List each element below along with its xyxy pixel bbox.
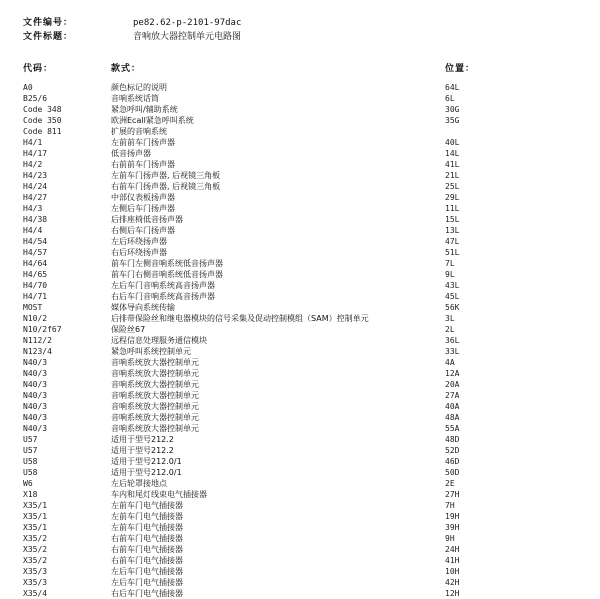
- row-position: 42H: [445, 578, 460, 587]
- row-code: N112/2: [23, 336, 52, 345]
- row-code: H4/17: [23, 149, 48, 158]
- row-position: 11L: [445, 204, 460, 213]
- row-description: 车内和尾灯线束电气插接器: [111, 490, 207, 499]
- row-code: Code 350: [23, 116, 62, 125]
- row-position: 47L: [445, 237, 460, 246]
- row-position: 19H: [445, 512, 460, 521]
- row-description: 右后环绕扬声器: [111, 248, 167, 257]
- row-description: 音响系统放大器控制单元: [111, 402, 199, 411]
- row-position: 2E: [445, 479, 455, 488]
- row-position: 4A: [445, 358, 455, 367]
- row-code: H4/57: [23, 248, 48, 257]
- row-description: 适用于型号212.0/1: [111, 468, 182, 477]
- row-code: N40/3: [23, 358, 48, 367]
- row-position: 14L: [445, 149, 460, 158]
- row-code: N40/3: [23, 369, 48, 378]
- table-row: [0, 390, 600, 401]
- table-row: [0, 511, 600, 522]
- row-description: 保险丝67: [111, 325, 146, 334]
- row-position: 20A: [445, 380, 460, 389]
- row-description: 紧急呼叫系统控制单元: [111, 347, 191, 356]
- table-row: [0, 412, 600, 423]
- row-code: X35/4: [23, 589, 48, 598]
- table-row: [0, 346, 600, 357]
- row-position: 10H: [445, 567, 460, 576]
- row-code: U58: [23, 457, 38, 466]
- row-position: 6L: [445, 94, 455, 103]
- row-description: 中部仪表板扬声器: [111, 193, 175, 202]
- row-description: 左前前车门扬声器: [111, 138, 175, 147]
- row-description: 音响系统放大器控制单元: [111, 369, 199, 378]
- row-position: 36L: [445, 336, 460, 345]
- row-position: 35G: [445, 116, 460, 125]
- row-position: 64L: [445, 83, 460, 92]
- table-row: [0, 181, 600, 192]
- row-description: 左后车门电气插接器: [111, 567, 183, 576]
- row-description: 右前车门电气插接器: [111, 534, 183, 543]
- row-description: 后排带保险丝和继电器模块的信号采集及促动控制模组（SAM）控制单元: [111, 314, 369, 323]
- table-row: [0, 544, 600, 555]
- doc-title-value: 音响放大器控制单元电路图: [133, 32, 242, 42]
- row-code: N10/2: [23, 314, 48, 323]
- table-row: [0, 445, 600, 456]
- row-code: A0: [23, 83, 33, 92]
- row-description: 右侧后车门扬声器: [111, 226, 175, 235]
- row-position: 56K: [445, 303, 460, 312]
- row-description: 音响系统话筒: [111, 94, 159, 103]
- table-row: [0, 302, 600, 313]
- row-code: U58: [23, 468, 38, 477]
- row-description: 音响系统放大器控制单元: [111, 424, 199, 433]
- table-row: [0, 401, 600, 412]
- row-description: 音响系统放大器控制单元: [111, 358, 199, 367]
- table-row: [0, 500, 600, 511]
- legend-table: [0, 82, 600, 599]
- row-position: 39H: [445, 523, 460, 532]
- row-description: 左后环绕扬声器: [111, 237, 167, 246]
- table-row: [0, 225, 600, 236]
- table-row: [0, 104, 600, 115]
- table-row: [0, 555, 600, 566]
- doc-title-label: 文件标题：: [23, 32, 74, 42]
- row-code: H4/65: [23, 270, 48, 279]
- row-code: Code 348: [23, 105, 62, 114]
- row-code: H4/38: [23, 215, 48, 224]
- row-code: N40/3: [23, 391, 48, 400]
- table-row: [0, 214, 600, 225]
- row-description: 前车门右侧音响系统低音扬声器: [111, 270, 223, 279]
- row-description: 右后车门电气插接器: [111, 589, 183, 598]
- doc-number-label: 文件编号：: [23, 18, 74, 28]
- row-code: N40/3: [23, 413, 48, 422]
- row-position: 2L: [445, 325, 455, 334]
- row-position: 46D: [445, 457, 460, 466]
- row-code: X35/2: [23, 556, 48, 565]
- row-description: 右前车门电气插接器: [111, 545, 183, 554]
- row-description: 左前车门扬声器, 后视镜三角板: [111, 171, 221, 180]
- table-row: [0, 192, 600, 203]
- row-description: 前车门左侧音响系统低音扬声器: [111, 259, 223, 268]
- row-position: 40L: [445, 138, 460, 147]
- row-position: 30G: [445, 105, 460, 114]
- row-position: 29L: [445, 193, 460, 202]
- row-position: 12A: [445, 369, 460, 378]
- table-row: [0, 115, 600, 126]
- row-code: H4/70: [23, 281, 48, 290]
- table-row: [0, 291, 600, 302]
- row-code: X35/1: [23, 512, 48, 521]
- row-description: 适用于型号212.2: [111, 435, 174, 444]
- row-position: 9H: [445, 534, 455, 543]
- table-row: [0, 203, 600, 214]
- doc-number-value: pe82.62-p-2101-97dac: [133, 18, 242, 28]
- row-description: 欧洲Ecall紧急呼叫系统: [111, 116, 194, 125]
- table-row: [0, 170, 600, 181]
- table-row: [0, 434, 600, 445]
- row-position: 7L: [445, 259, 455, 268]
- table-row: [0, 456, 600, 467]
- table-row: [0, 357, 600, 368]
- column-header-code: 代码：: [23, 64, 54, 74]
- table-row: [0, 148, 600, 159]
- row-code: H4/23: [23, 171, 48, 180]
- row-code: X35/3: [23, 578, 48, 587]
- row-position: 27A: [445, 391, 460, 400]
- row-description: 左前车门电气插接器: [111, 512, 183, 521]
- row-code: H4/64: [23, 259, 48, 268]
- table-row: [0, 423, 600, 434]
- row-description: 右前前车门扬声器: [111, 160, 175, 169]
- table-row: [0, 82, 600, 93]
- row-code: Code 811: [23, 127, 62, 136]
- row-code: N40/3: [23, 424, 48, 433]
- table-row: [0, 566, 600, 577]
- table-row: [0, 533, 600, 544]
- row-code: X35/1: [23, 501, 48, 510]
- table-row: [0, 324, 600, 335]
- row-position: 25L: [445, 182, 460, 191]
- row-code: N10/2f67: [23, 325, 62, 334]
- table-row: [0, 93, 600, 104]
- row-position: 55A: [445, 424, 460, 433]
- table-row: [0, 489, 600, 500]
- row-code: U57: [23, 446, 38, 455]
- row-description: 媒体导向系统传输: [111, 303, 175, 312]
- table-row: [0, 247, 600, 258]
- row-description: 左后车门音响系统高音扬声器: [111, 281, 215, 290]
- table-row: [0, 269, 600, 280]
- row-code: X35/1: [23, 523, 48, 532]
- row-description: 左后车门电气插接器: [111, 578, 183, 587]
- row-position: 15L: [445, 215, 460, 224]
- row-position: 24H: [445, 545, 460, 554]
- column-header-position: 位置：: [445, 64, 476, 74]
- table-row: [0, 577, 600, 588]
- row-position: 41L: [445, 160, 460, 169]
- table-row: [0, 368, 600, 379]
- row-description: 右后车门音响系统高音扬声器: [111, 292, 215, 301]
- row-position: 13L: [445, 226, 460, 235]
- row-position: 43L: [445, 281, 460, 290]
- row-description: 后排座椅低音扬声器: [111, 215, 183, 224]
- table-row: [0, 588, 600, 599]
- row-description: 适用于型号212.0/1: [111, 457, 182, 466]
- table-row: [0, 280, 600, 291]
- row-code: H4/27: [23, 193, 48, 202]
- row-description: 低音扬声器: [111, 149, 151, 158]
- row-code: W6: [23, 479, 33, 488]
- row-position: 27H: [445, 490, 460, 499]
- row-position: 51L: [445, 248, 460, 257]
- row-position: 21L: [445, 171, 460, 180]
- table-row: [0, 236, 600, 247]
- row-code: N40/3: [23, 402, 48, 411]
- row-description: 左前车门电气插接器: [111, 523, 183, 532]
- row-code: H4/3: [23, 204, 43, 213]
- row-description: 左后轮罩接地点: [111, 479, 167, 488]
- row-code: H4/54: [23, 237, 48, 246]
- row-position: 45L: [445, 292, 460, 301]
- table-row: [0, 467, 600, 478]
- row-code: U57: [23, 435, 38, 444]
- row-description: 右前车门电气插接器: [111, 556, 183, 565]
- row-code: H4/1: [23, 138, 43, 147]
- row-description: 音响系统放大器控制单元: [111, 413, 199, 422]
- row-code: X35/3: [23, 567, 48, 576]
- table-row: [0, 522, 600, 533]
- row-position: 48A: [445, 413, 460, 422]
- row-position: 48D: [445, 435, 460, 444]
- row-description: 左前车门电气插接器: [111, 501, 183, 510]
- row-description: 音响系统放大器控制单元: [111, 380, 199, 389]
- row-position: 52D: [445, 446, 460, 455]
- row-description: 适用于型号212.2: [111, 446, 174, 455]
- row-position: 50D: [445, 468, 460, 477]
- row-code: X18: [23, 490, 38, 499]
- row-position: 41H: [445, 556, 460, 565]
- row-code: N40/3: [23, 380, 48, 389]
- row-position: 3L: [445, 314, 455, 323]
- row-description: 颜色标记的说明: [111, 83, 167, 92]
- row-description: 音响系统放大器控制单元: [111, 391, 199, 400]
- row-position: 9L: [445, 270, 455, 279]
- row-code: H4/71: [23, 292, 48, 301]
- row-code: MOST: [23, 303, 43, 312]
- row-description: 远程信息处理服务通信模块: [111, 336, 207, 345]
- row-position: 7H: [445, 501, 455, 510]
- row-description: 扩展的音响系统: [111, 127, 167, 136]
- table-row: [0, 313, 600, 324]
- row-code: X35/2: [23, 534, 48, 543]
- row-code: H4/4: [23, 226, 43, 235]
- table-row: [0, 335, 600, 346]
- row-position: 33L: [445, 347, 460, 356]
- row-code: N123/4: [23, 347, 52, 356]
- row-code: H4/2: [23, 160, 43, 169]
- row-description: 紧急呼叫/辅助系统: [111, 105, 178, 114]
- table-row: [0, 159, 600, 170]
- table-row: [0, 379, 600, 390]
- row-code: H4/24: [23, 182, 48, 191]
- row-description: 右前车门扬声器, 后视镜三角板: [111, 182, 221, 191]
- row-position: 12H: [445, 589, 460, 598]
- table-row: [0, 478, 600, 489]
- row-position: 40A: [445, 402, 460, 411]
- table-row: [0, 126, 600, 137]
- row-code: X35/2: [23, 545, 48, 554]
- table-row: [0, 258, 600, 269]
- row-description: 左侧后车门扬声器: [111, 204, 175, 213]
- table-row: [0, 137, 600, 148]
- row-code: B25/6: [23, 94, 48, 103]
- column-header-description: 款式：: [111, 64, 142, 74]
